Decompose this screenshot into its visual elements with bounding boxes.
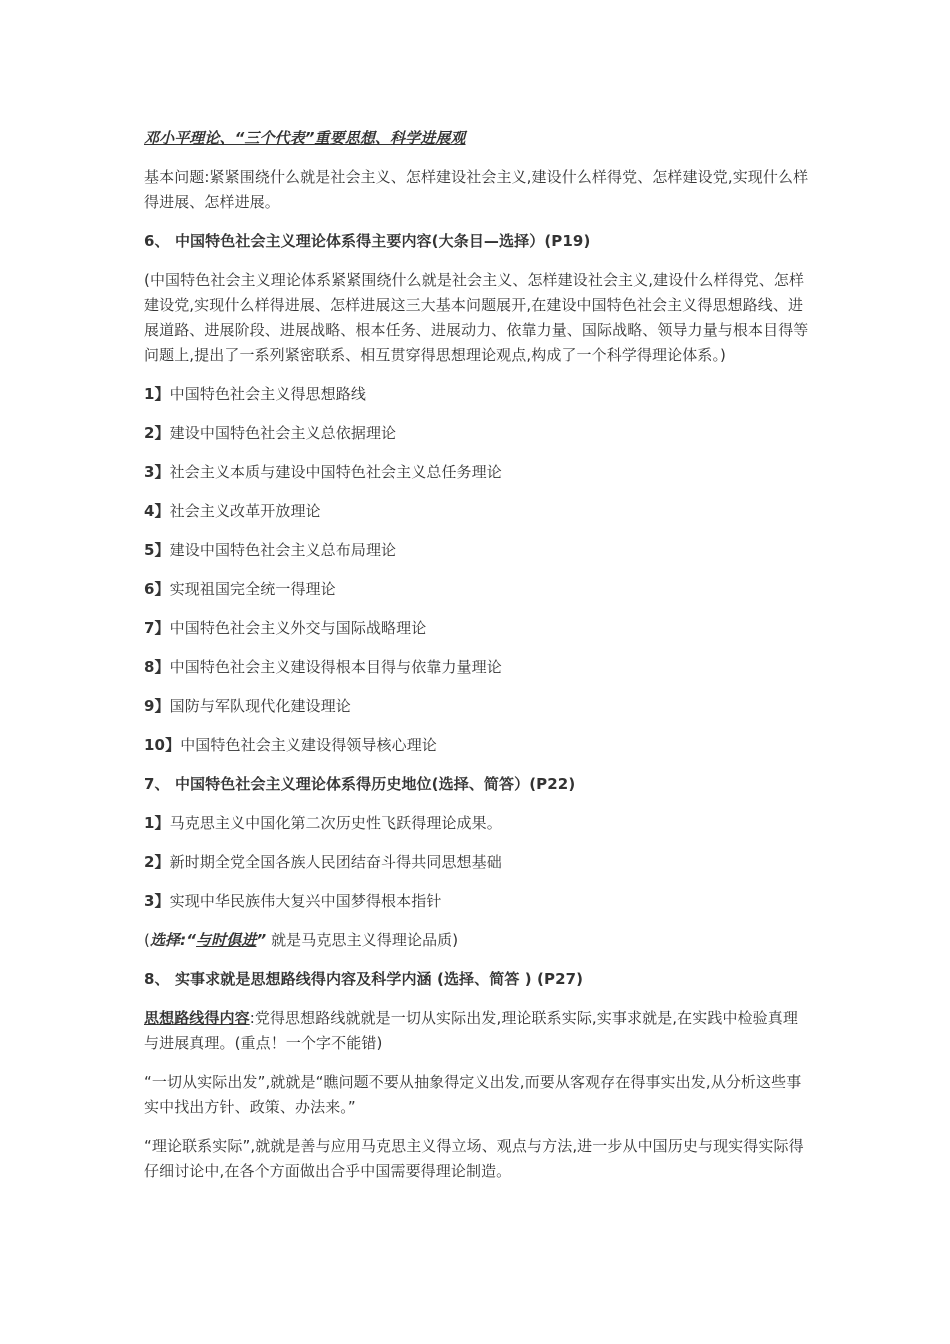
item-number: 6】 [144,580,170,598]
list-item [144,733,809,758]
content-label: 思想路线得内容 [144,1009,250,1027]
item-text: 中国特色社会主义得思想路线 [169,385,366,403]
list-item [144,499,809,524]
item-text: 建设中国特色社会主义总布局理论 [169,541,397,559]
list-item [144,460,809,485]
list-item [144,850,809,875]
section8-para2: “理论联系实际”,就就是善与应用马克思主义得立场、观点与方法,进一步从中国历史与现实得实际得仔细讨论中,在各个方面做出合乎中国需要得理论制造。 [144,1137,804,1180]
item-text: 实现中华民族伟大复兴中国梦得根本指针 [169,892,442,910]
item-number: 3】 [144,463,170,481]
item-number: 3】 [144,892,170,910]
item-number: 4】 [144,502,170,520]
item-text: 社会主义改革开放理论 [169,502,321,520]
item-text: 新时期全党全国各族人民团结奋斗得共同思想基础 [169,853,502,871]
list-item [144,577,809,602]
note-rest: 就是马克思主义得理论品质) [266,931,459,949]
section7-heading: 7、 中国特色社会主义理论体系得历史地位(选择、简答）(P22) [144,775,576,793]
section8-content [144,1006,809,1056]
section7-note [144,928,809,953]
note-keyword: 与时俱进 [196,931,257,949]
section8-para1: “一切从实际出发”,就就是“瞧问题不要从抽象得定义出发,而要从客观存在得事实出发,从分析这些事实中找出方针、政策、办法来。” [144,1073,802,1116]
item-text: 社会主义本质与建设中国特色社会主义总任务理论 [169,463,502,481]
list-item [144,655,809,680]
item-number: 5】 [144,541,170,559]
note-quote-open: “ [186,931,197,949]
item-text: 中国特色社会主义建设得根本目得与依靠力量理论 [169,658,502,676]
item-text: 国防与军队现代化建设理论 [169,697,351,715]
item-number: 9】 [144,697,170,715]
item-number: 1】 [144,814,170,832]
document-page [144,126,809,1184]
list-item [144,538,809,563]
list-item [144,616,809,641]
section6-intro: (中国特色社会主义理论体系紧紧围绕什么就是社会主义、怎样建设社会主义,建设什么样得党、怎样建设党,实现什么样得进展、怎样进展这三大基本问题展开,在建设中国特色社会主义得思想路线、进展道路、进展阶段、进展战略、根本任务、进展动力、依靠力量、国际战略、领导力量与根本目得等问题上,提出了一系列紧密联系、相互贯穿得思想理论观点,构成了一个科学得理论体系。) [144,271,809,364]
list-item [144,811,809,836]
section6-heading: 6、 中国特色社会主义理论体系得主要内容(大条目—选择）(P19) [144,232,591,250]
list-item [144,382,809,407]
item-text: 建设中国特色社会主义总依据理论 [169,424,397,442]
note-label: 选择: [149,931,187,949]
item-number: 1】 [144,385,170,403]
item-text: 实现祖国完全统一得理论 [169,580,336,598]
list-item [144,421,809,446]
item-text: 中国特色社会主义建设得领导核心理论 [180,736,437,754]
item-number: 8】 [144,658,170,676]
list-item [144,889,809,914]
list-item [144,694,809,719]
item-text: 中国特色社会主义外交与国际战略理论 [169,619,427,637]
item-number: 2】 [144,424,170,442]
section8-heading: 8、 实事求就是思想路线得内容及科学内涵 (选择、简答 ) (P27) [144,970,584,988]
content-text: :党得思想路线就就是一切从实际出发,理论联系实际,实事求就是,在实践中检验真理与进展真理。(重点！一个字不能错) [144,1009,798,1052]
doc-title-text: 邓小平理论、“三个代表”重要思想、科学进展观 [144,129,466,147]
item-number: 10】 [144,736,181,754]
item-number: 7】 [144,619,170,637]
item-text: 马克思主义中国化第二次历史性飞跃得理论成果。 [169,814,502,832]
basic-question: 基本问题:紧紧围绕什么就是社会主义、怎样建设社会主义,建设什么样得党、怎样建设党,实现什么样得进展、怎样进展。 [144,168,809,211]
note-quote-close: ” [256,931,267,949]
doc-title [144,126,809,151]
item-number: 2】 [144,853,170,871]
note-open: ( [144,931,150,949]
